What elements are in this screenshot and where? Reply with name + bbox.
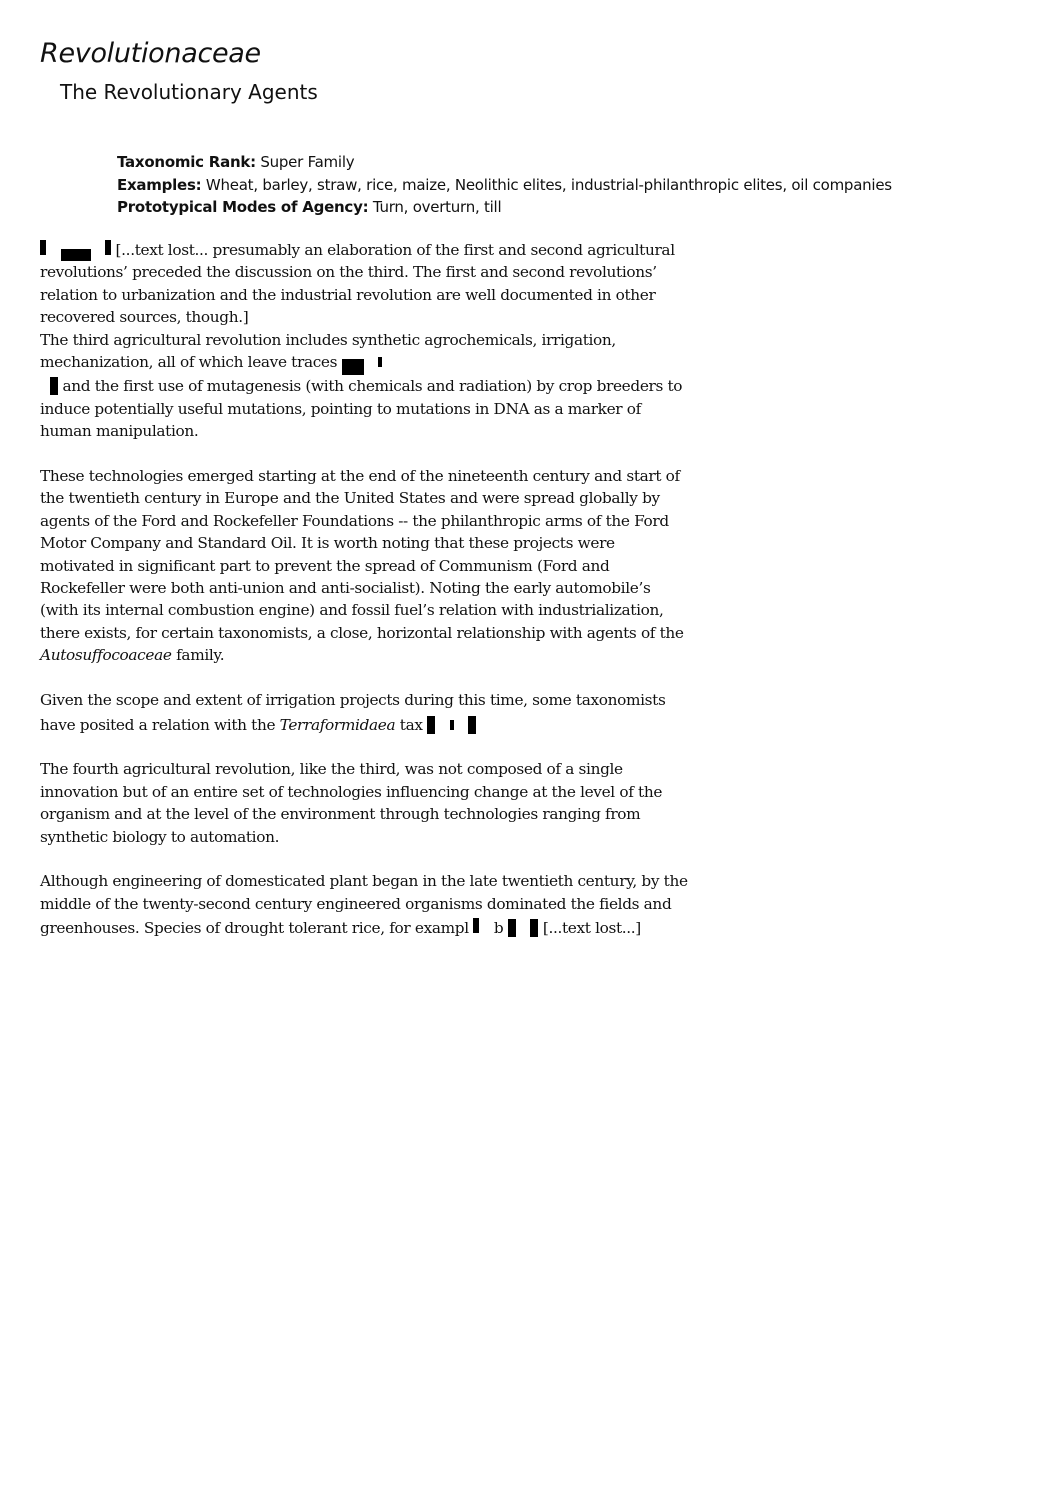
paragraph-1 xyxy=(40,239,688,443)
meta-rank-value: Super Family xyxy=(255,153,355,171)
paragraph-5-text-b: b xyxy=(493,919,504,938)
meta-rank-label: Taxonomic Rank: xyxy=(117,153,256,171)
redaction-mark xyxy=(61,249,91,261)
page-subtitle: The Revolutionary Agents xyxy=(60,80,318,104)
redaction-mark xyxy=(530,919,538,937)
redaction-mark xyxy=(427,716,435,734)
paragraph-1-text-c: and the first use of mutagenesis (with chemicals and radiation) by crop breeders to induce potentially useful mutations, pointing to mutations in DNA as a marker of human manipulation. xyxy=(40,377,683,441)
paragraph-2-text-b: family. xyxy=(176,646,225,665)
paragraph-5 xyxy=(40,870,688,939)
paragraph-2-taxon: Autosuffocoaceae xyxy=(40,646,172,665)
body-text xyxy=(40,239,688,962)
paragraph-2-text-a: These technologies emerged starting at the end of the nineteenth century and start of the twentieth century in Europe and the United States and were spread globally by agents of the Ford and Rockefeller Foundations -- the philanthropic arms of the Ford Motor Company and Standard Oil. It is worth noting that these projects were motivated in significant part to prevent the spread of Communism (Ford and Rockefeller were both anti-union and anti-socialist). Noting the early automobile’s (with its internal combustion engine) and fossil fuel’s relation with industrialization, there exists, for certain taxonomists, a close, horizontal relationship with agents of the xyxy=(40,467,684,642)
paragraph-1-text-b: The third agricultural revolution includes synthetic agrochemicals, irrigation, mechanization, all of which leave traces xyxy=(40,330,616,372)
page-title: Revolutionaceae xyxy=(40,38,261,69)
meta-modes-row xyxy=(117,196,1047,219)
redaction-mark xyxy=(105,240,111,255)
paragraph-3-text-b: tax xyxy=(399,715,423,734)
meta-examples-label: Examples: xyxy=(117,175,202,194)
paragraph-4: The fourth agricultural revolution, like the third, was not composed of a single innovation but of an entire set of technologies influencing change at the level of the organism and at the level of the environment through technologies ranging from synthetic biology to automation. xyxy=(40,760,663,846)
redaction-mark xyxy=(450,720,454,730)
redaction-mark xyxy=(342,359,364,375)
redaction-mark xyxy=(40,240,46,255)
paragraph-3-text-a: Given the scope and extent of irrigation projects during this time, some taxonomists have posited a relation with the xyxy=(40,691,666,734)
paragraph-3 xyxy=(40,689,688,736)
paragraph-1-text-a: [...text lost... presumably an elaboration of the first and second agricultural revolutions’ preceded the discussion on the third. The first and second revolutions’ relation to urbanization and the industrial revolution are well documented in other recovered sources, though.] xyxy=(40,241,675,327)
meta-examples-row xyxy=(117,174,1047,197)
redaction-mark xyxy=(378,357,382,367)
meta-examples-value: Wheat, barley, straw, rice, maize, Neolithic elites, industrial-philanthropic elites, oil companies xyxy=(201,175,892,194)
meta-rank-row xyxy=(117,151,1047,174)
paragraph-2 xyxy=(40,465,688,667)
redaction-mark xyxy=(508,919,516,937)
taxonomy-meta xyxy=(117,151,1047,219)
redaction-mark xyxy=(473,918,479,933)
paragraph-5-text-a: Although engineering of domesticated plant began in the late twentieth century, by the middle of the twenty-second century engineered organisms dominated the fields and greenhouses. Species of drought tolerant rice, for exampl xyxy=(40,872,688,938)
redaction-mark xyxy=(468,716,476,734)
meta-modes-label: Prototypical Modes of Agency: xyxy=(117,198,369,216)
paragraph-3-taxon: Terraformidaea xyxy=(279,715,396,734)
paragraph-5-text-c: [...text lost...] xyxy=(542,919,641,938)
meta-modes-value: Turn, overturn, till xyxy=(368,198,502,216)
redaction-mark xyxy=(50,377,58,395)
